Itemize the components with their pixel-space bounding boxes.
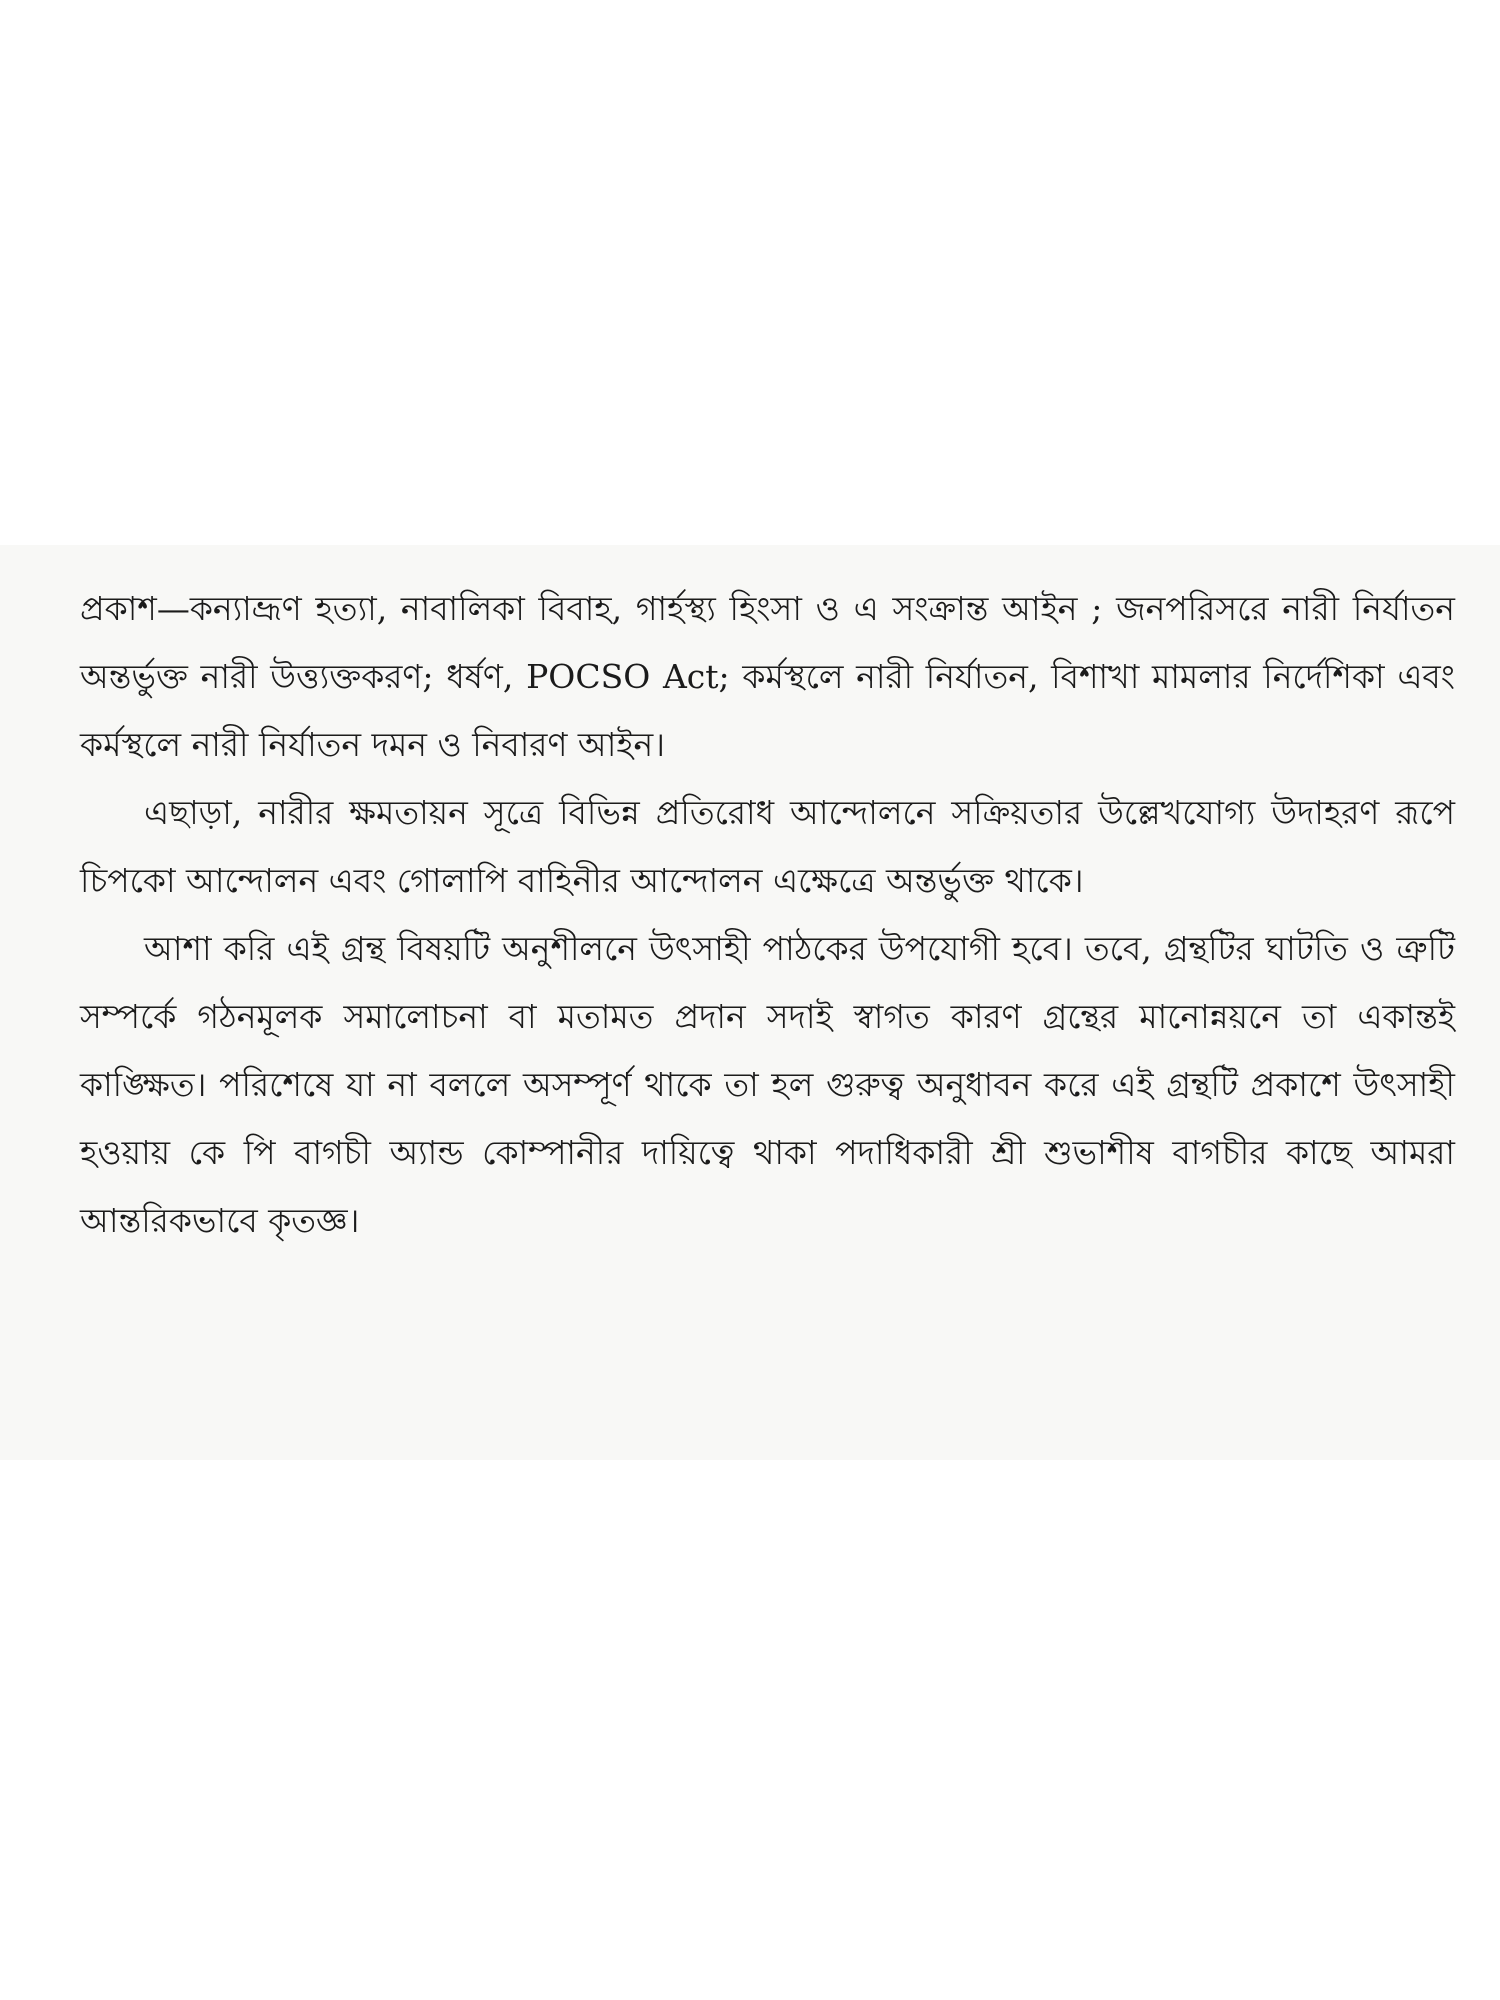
paragraph-laws-list: প্রকাশ—কন্যাভ্রূণ হত্যা, নাবালিকা বিবাহ, গার্হস্থ্য হিংসা ও এ সংক্রান্ত আইন ; জনপরিসরে নারী নির্যাতন অন্তর্ভুক্ত নারী উত্ত্যক্তকরণ; ধর্ষণ, POCSO Act; কর্মস্থলে নারী নির্যাতন, বিশাখা মামলার নির্দেশিকা এবং কর্মস্থলে নারী নির্যাতন দমন ও নিবারণ আইন। (80, 589, 1455, 764)
document-body (80, 575, 1455, 1255)
paragraph-acknowledgement: আশা করি এই গ্রন্থ বিষয়টি অনুশীলনে উৎসাহী পাঠকের উপযোগী হবে। তবে, গ্রন্থটির ঘাটতি ও ত্রুটি সম্পর্কে গঠনমূলক সমালোচনা বা মতামত প্রদান সদাই স্বাগত কারণ গ্রন্থের মানোন্নয়নে তা একান্তই কাঙ্ক্ষিত। পরিশেষে যা না বললে অসম্পূর্ণ থাকে তা হল গুরুত্ব অনুধাবন করে এই গ্রন্থটি প্রকাশে উৎসাহী হওয়ায় কে পি বাগচী অ্যান্ড কোম্পানীর দায়িত্বে থাকা পদাধিকারী শ্রী শুভাশীষ বাগচীর কাছে আমরা আন্তরিকভাবে কৃতজ্ঞ। (80, 929, 1455, 1240)
paragraph-resistance-movements: এছাড়া, নারীর ক্ষমতায়ন সূত্রে বিভিন্ন প্রতিরোধ আন্দোলনে সক্রিয়তার উল্লেখযোগ্য উদাহরণ রূপে চিপকো আন্দোলন এবং গোলাপি বাহিনীর আন্দোলন এক্ষেত্রে অন্তর্ভুক্ত থাকে। (80, 793, 1455, 900)
